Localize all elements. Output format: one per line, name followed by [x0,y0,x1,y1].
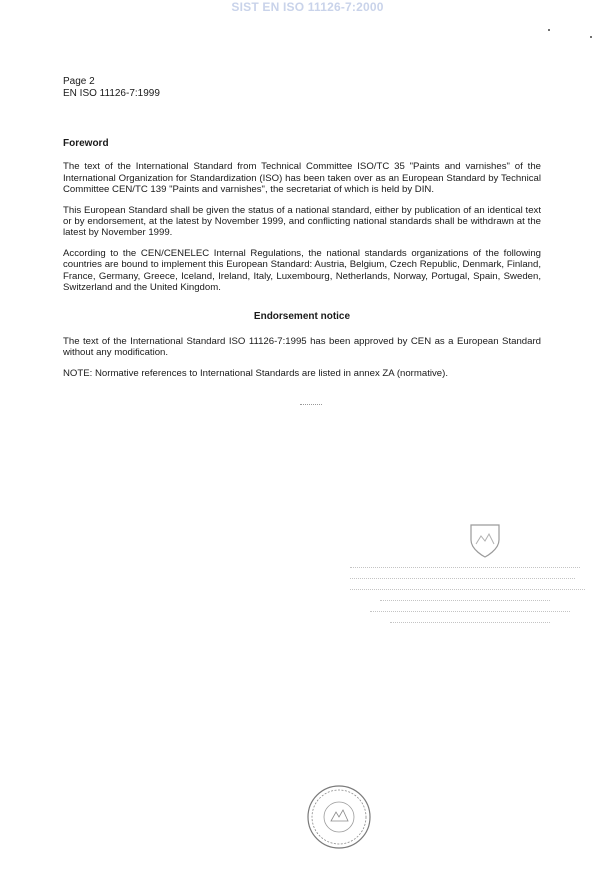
page-number: Page 2 [63,76,95,87]
scan-speck [590,36,592,38]
foreword-paragraph: According to the CEN/CENELEC Internal Regulations, the national standards organizations of the following countries are bound to implement this European Standard: Austria, Belgium, Czech Republic, Denmark, Finland, France, Germany, Greece, Iceland, Ireland, Italy, Luxembourg, Netherlands, Norway, Portugal, Spain, Sweden, Switzerland and the United Kingdom. [63,247,541,294]
seal-text-lines [350,560,590,626]
standard-id: EN ISO 11126-7:1999 [63,88,160,99]
scan-speck [548,29,550,31]
endorsement-heading: Endorsement notice [253,311,351,323]
separator-mark [300,404,322,405]
library-seal [350,522,590,642]
document-body [63,138,541,388]
foreword-heading: Foreword [63,138,109,149]
watermark: SIST EN ISO 11126-7:2000 [231,0,384,14]
foreword-paragraph: This European Standard shall be given the status of a national standard, either by publication of an identical text or by endorsement, at the latest by November 1999, and conflicting national standards shall be withdrawn at the latest by November 1999. [63,204,541,239]
coat-of-arms-icon [468,522,502,560]
endorsement-paragraph: The text of the International Standard ISO 11126-7:1995 has been approved by CEN as a European Standard without any modification. [63,335,541,359]
round-stamp-icon [305,783,373,851]
endorsement-note: NOTE: Normative references to International Standards are listed in annex ZA (normative). [63,367,448,379]
foreword-paragraph: The text of the International Standard from Technical Committee ISO/TC 35 "Paints and varnishes" of the International Organization for Standardization (ISO) has been taken over as an European Standard by Technical Committee CEN/TC 139 "Paints and varnishes", the secretariat of which is held by DIN. [63,161,541,196]
page-header [63,76,160,100]
